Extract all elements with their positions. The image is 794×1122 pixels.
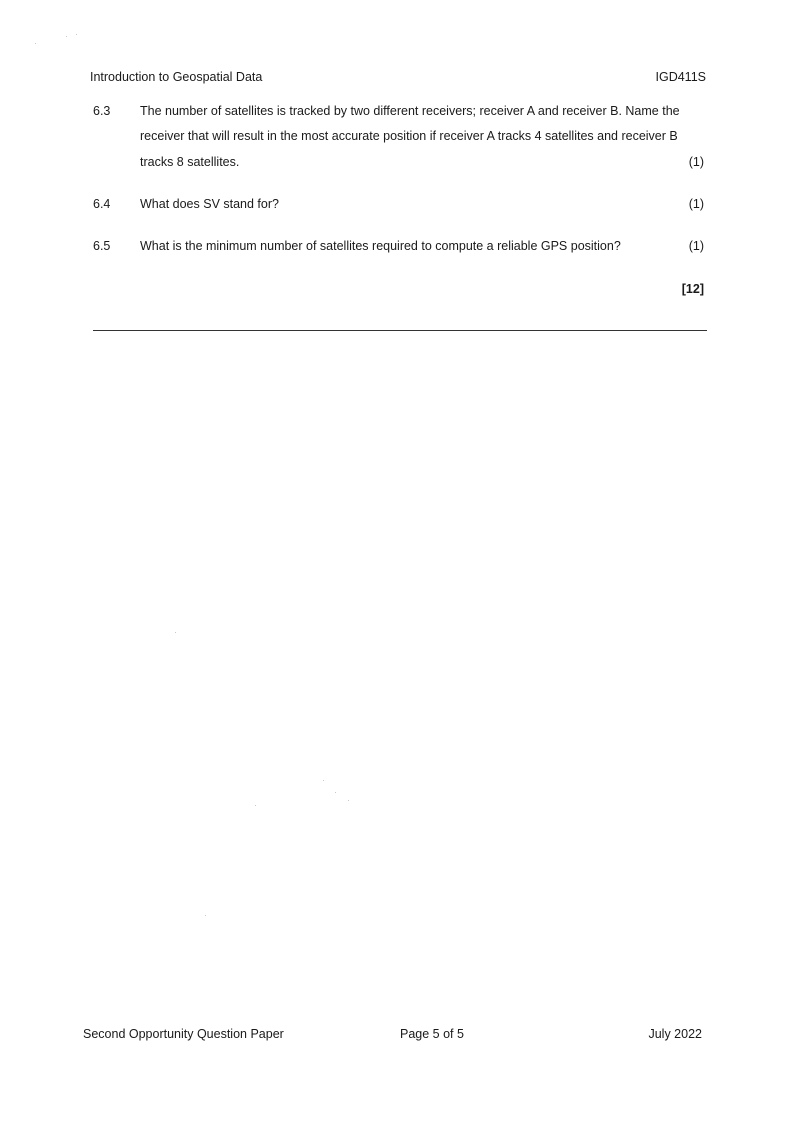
question-text: What does SV stand for? xyxy=(140,197,279,211)
footer-paper-type: Second Opportunity Question Paper xyxy=(83,1027,284,1041)
question-number: 6.5 xyxy=(93,239,111,253)
footer-page-number: Page 5 of 5 xyxy=(400,1027,464,1041)
question-number: 6.3 xyxy=(93,104,111,118)
section-divider xyxy=(93,330,707,331)
course-code: IGD411S xyxy=(655,70,706,84)
question-marks: (1) xyxy=(688,155,704,169)
question-text-line: The number of satellites is tracked by two different receivers; receiver A and receiver B. Name the xyxy=(140,104,680,118)
course-title: Introduction to Geospatial Data xyxy=(90,70,263,84)
question-number: 6.4 xyxy=(93,197,111,211)
section-total: [12] xyxy=(681,282,704,296)
question-text: What is the minimum number of satellites required to compute a reliable GPS position? xyxy=(140,239,621,253)
question-text-line: tracks 8 satellites. xyxy=(140,155,240,169)
question-marks: (1) xyxy=(688,239,704,253)
footer-date: July 2022 xyxy=(648,1027,702,1041)
question-marks: (1) xyxy=(688,197,704,211)
question-text-line: receiver that will result in the most accurate position if receiver A tracks 4 satellites and receiver B xyxy=(140,129,678,143)
